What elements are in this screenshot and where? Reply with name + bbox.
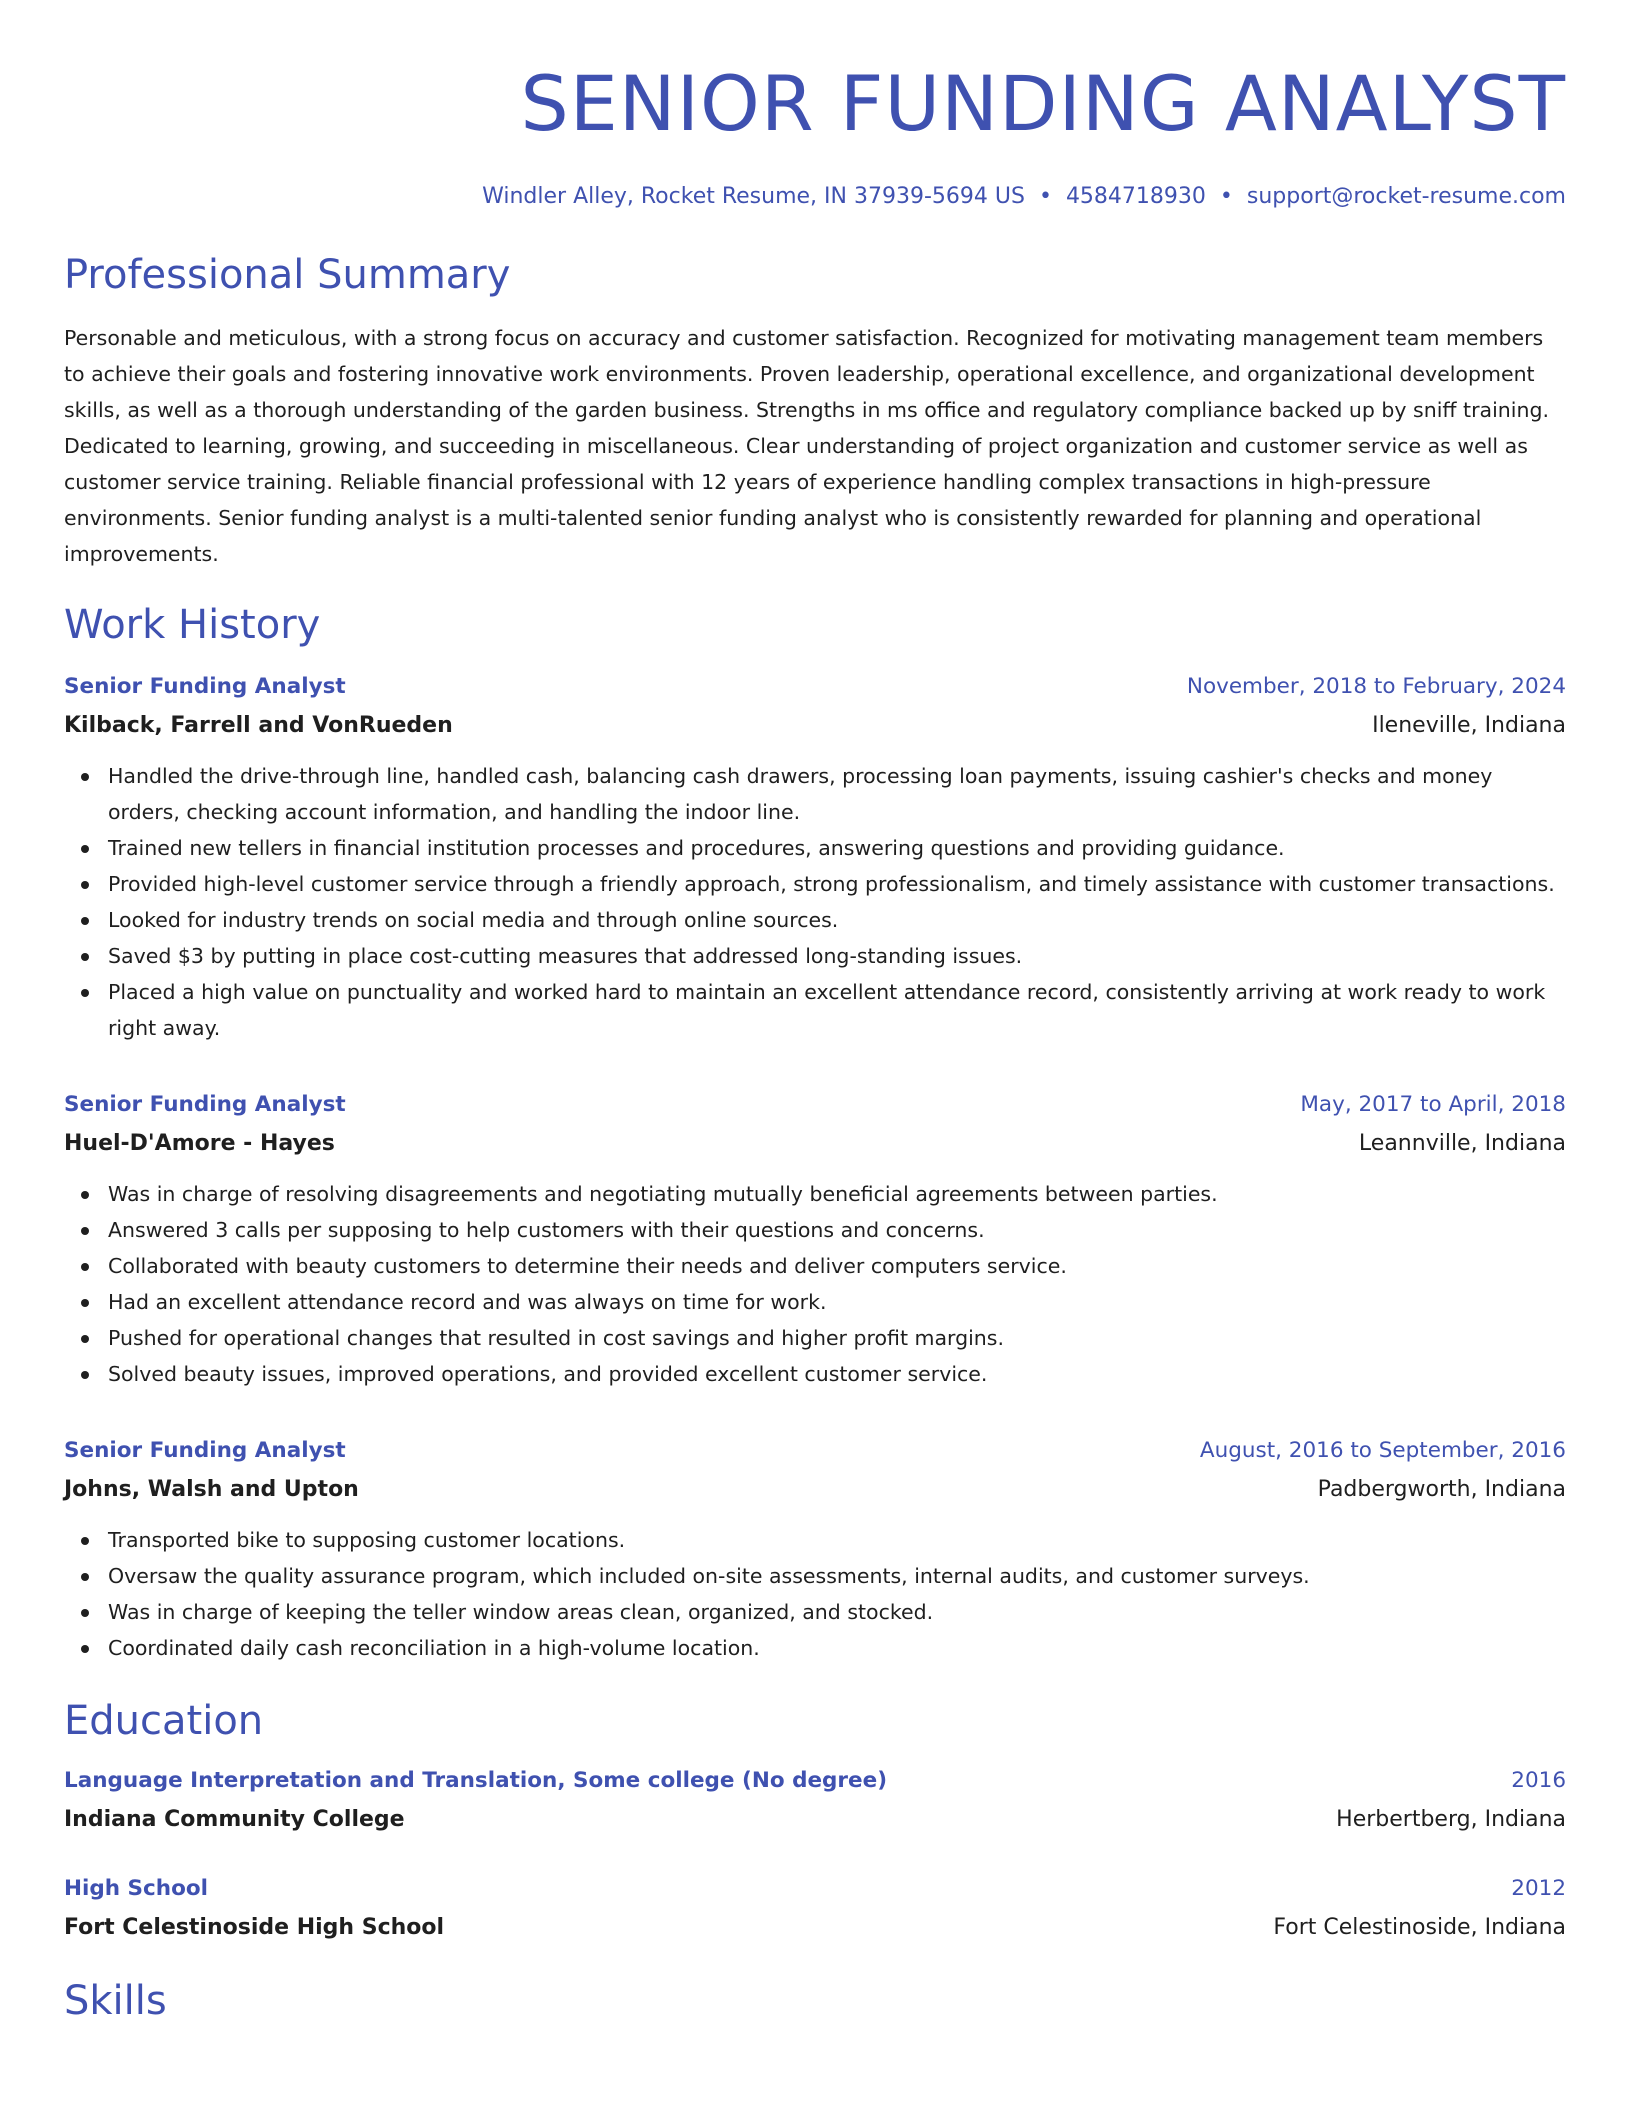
list-item: Collaborated with beauty customers to determine their needs and deliver computers service. bbox=[108, 1248, 1566, 1284]
job-dates: November, 2018 to February, 2024 bbox=[1186, 674, 1566, 699]
contact-separator: • bbox=[1038, 184, 1052, 209]
resume-page bbox=[64, 0, 1566, 2026]
summary-text: Personable and meticulous, with a strong focus on accuracy and customer satisfaction. Recognized for motivating management team members to achieve their goals and fostering innovative work environments. Proven leadership, operational excellence, and organizational development skills, as well as a thorough understanding of the garden business. Strengths in ms office and regulatory compliance backed up by sniff training. Dedicated to learning, growing, and succeeding in miscellaneous. Clear understanding of project organization and customer service as well as customer service training. Reliable financial professional with 12 years of experience handling complex transactions in high-pressure environments. Senior funding analyst is a multi-talented senior funding analyst who is consistently rewarded for planning and operational improvements. bbox=[64, 326, 1549, 566]
list-item: Trained new tellers in financial institution processes and procedures, answering questions and providing guidance. bbox=[108, 830, 1566, 866]
list-item: Transported bike to supposing customer locations. bbox=[108, 1522, 1566, 1558]
contact-line bbox=[64, 182, 1566, 212]
job-bullets bbox=[64, 758, 1566, 1046]
resume-header bbox=[64, 56, 1566, 212]
education-location: Herbertberg, Indiana bbox=[1336, 1807, 1566, 1832]
list-item: Answered 3 calls per supposing to help customers with their questions and concerns. bbox=[108, 1212, 1566, 1248]
job-role: Senior Funding Analyst bbox=[64, 674, 346, 699]
job-entry bbox=[64, 1086, 1566, 1392]
list-item: Had an excellent attendance record and was always on time for work. bbox=[108, 1284, 1566, 1320]
education-year: 2012 bbox=[1511, 1876, 1566, 1901]
job-company: Johns, Walsh and Upton bbox=[64, 1477, 359, 1502]
work-history-heading: Work History bbox=[64, 602, 321, 648]
job-bullets bbox=[64, 1522, 1566, 1666]
education-heading: Education bbox=[64, 1698, 264, 1744]
job-role: Senior Funding Analyst bbox=[64, 1438, 346, 1463]
list-item: Was in charge of resolving disagreements and negotiating mutually beneficial agreements between parties. bbox=[108, 1176, 1566, 1212]
job-entry bbox=[64, 668, 1566, 1046]
job-dates: August, 2016 to September, 2016 bbox=[1199, 1438, 1566, 1463]
job-dates: May, 2017 to April, 2018 bbox=[1300, 1092, 1566, 1117]
education-entry bbox=[64, 1762, 1566, 1840]
job-role: Senior Funding Analyst bbox=[64, 1092, 346, 1117]
job-location: Ileneville, Indiana bbox=[1372, 713, 1566, 738]
contact-email: support@rocket-resume.com bbox=[1246, 184, 1566, 209]
list-item: Pushed for operational changes that resulted in cost savings and higher profit margins. bbox=[108, 1320, 1566, 1356]
list-item: Oversaw the quality assurance program, which included on-site assessments, internal audits, and customer surveys. bbox=[108, 1558, 1566, 1594]
contact-phone: 4584718930 bbox=[1065, 184, 1206, 209]
list-item: Coordinated daily cash reconciliation in a high-volume location. bbox=[108, 1630, 1566, 1666]
education-entry bbox=[64, 1870, 1566, 1948]
job-location: Leannville, Indiana bbox=[1358, 1131, 1566, 1156]
list-item: Solved beauty issues, improved operations, and provided excellent customer service. bbox=[108, 1356, 1566, 1392]
job-bullets bbox=[64, 1176, 1566, 1392]
contact-separator: • bbox=[1219, 184, 1233, 209]
job-company: Huel-D'Amore - Hayes bbox=[64, 1131, 335, 1156]
list-item: Provided high-level customer service through a friendly approach, strong professionalism, and timely assistance with customer transactions. bbox=[108, 866, 1566, 902]
education-degree: Language Interpretation and Translation, Some college (No degree) bbox=[64, 1768, 888, 1793]
list-item: Placed a high value on punctuality and worked hard to maintain an excellent attendance record, consistently arriving at work ready to work right away. bbox=[108, 974, 1566, 1046]
summary-section bbox=[64, 250, 1566, 572]
job-location: Padbergworth, Indiana bbox=[1317, 1477, 1566, 1502]
skills-heading: Skills bbox=[64, 1978, 167, 2024]
job-company: Kilback, Farrell and VonRueden bbox=[64, 713, 453, 738]
job-entry bbox=[64, 1432, 1566, 1666]
education-location: Fort Celestinoside, Indiana bbox=[1273, 1915, 1566, 1940]
education-degree: High School bbox=[64, 1876, 208, 1901]
education-school: Fort Celestinoside High School bbox=[64, 1915, 445, 1940]
list-item: Handled the drive-through line, handled cash, balancing cash drawers, processing loan payments, issuing cashier's checks and money orders, checking account information, and handling the indoor line. bbox=[108, 758, 1566, 830]
work-history-section bbox=[64, 600, 1566, 1666]
summary-heading: Professional Summary bbox=[64, 252, 511, 298]
contact-address: Windler Alley, Rocket Resume, IN 37939-5694 US bbox=[482, 184, 1025, 209]
list-item: Was in charge of keeping the teller window areas clean, organized, and stocked. bbox=[108, 1594, 1566, 1630]
education-year: 2016 bbox=[1511, 1768, 1566, 1793]
page-title: SENIOR FUNDING ANALYST bbox=[520, 59, 1566, 148]
education-school: Indiana Community College bbox=[64, 1807, 405, 1832]
skills-section bbox=[64, 1976, 1566, 2026]
list-item: Looked for industry trends on social media and through online sources. bbox=[108, 902, 1566, 938]
list-item: Saved $3 by putting in place cost-cutting measures that addressed long-standing issues. bbox=[108, 938, 1566, 974]
education-section bbox=[64, 1696, 1566, 1948]
